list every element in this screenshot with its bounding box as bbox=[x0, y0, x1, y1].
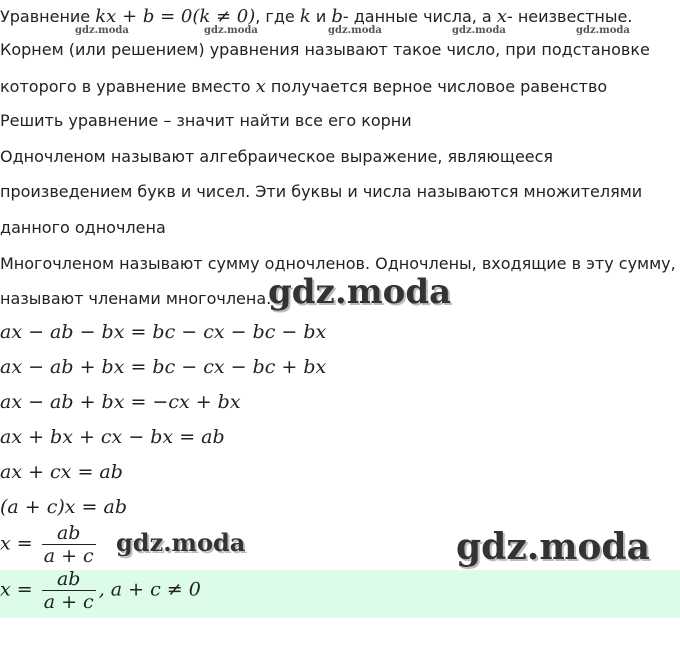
answer-condition: , a + c ≠ 0 bbox=[98, 578, 201, 601]
equation: ax + bx + cx − bx = ab bbox=[0, 426, 225, 448]
watermark-small: gdz.moda bbox=[576, 25, 630, 36]
fraction-denominator: a + c bbox=[43, 591, 94, 613]
theory-line-7: данного одночлена bbox=[0, 218, 166, 237]
text-run: Уравнение bbox=[0, 7, 96, 26]
text-run: - неизвестные. bbox=[506, 7, 633, 26]
text-run: которого в уравнение вместо bbox=[0, 77, 256, 96]
fraction-numerator: ab bbox=[56, 568, 81, 590]
equation: (a + c)x = ab bbox=[0, 496, 127, 518]
watermark-medium: gdz.moda bbox=[116, 528, 246, 557]
theory-line-8: Многочленом называют сумму одночленов. Одночлены, входящие в эту сумму, bbox=[0, 254, 676, 273]
theory-line-4: Решить уравнение – значит найти все его корни bbox=[0, 111, 412, 130]
variable-x: x bbox=[496, 6, 507, 27]
watermark-small: gdz.moda bbox=[328, 25, 382, 36]
text-run: , где bbox=[255, 7, 300, 26]
fraction-numerator: ab bbox=[56, 522, 81, 544]
equation: ax − ab + bx = bc − cx − bc + bx bbox=[0, 356, 327, 378]
text-run: и bbox=[310, 7, 332, 26]
equation-inline: kx + b = 0(k ≠ 0) bbox=[95, 6, 256, 27]
equation: ax − ab + bx = −cx + bx bbox=[0, 391, 241, 413]
fraction bbox=[42, 522, 96, 567]
theory-line-2: Корнем (или решением) уравнения называют такое число, при подстановке bbox=[0, 40, 650, 59]
equation: ax + cx = ab bbox=[0, 461, 123, 483]
fraction bbox=[42, 568, 96, 613]
watermark-small: gdz.moda bbox=[452, 25, 506, 36]
text-run: получается верное числовое равенство bbox=[265, 77, 608, 96]
theory-line-5: Одночленом называют алгебраическое выражение, являющееся bbox=[0, 147, 554, 166]
text-run: - данные числа, а bbox=[342, 7, 497, 26]
fraction-denominator: a + c bbox=[43, 545, 94, 567]
equation-lhs: x = bbox=[0, 532, 33, 555]
theory-line-9: называют членами многочлена. bbox=[0, 289, 272, 308]
solution-step-3 bbox=[0, 391, 680, 413]
equation-lhs: x = bbox=[0, 578, 33, 601]
solution-step-1 bbox=[0, 321, 680, 343]
solution-step-6 bbox=[0, 496, 680, 518]
theory-line-6: произведением букв и чисел. Эти буквы и числа называются множителями bbox=[0, 182, 643, 201]
theory-line-1 bbox=[0, 6, 680, 27]
variable-b: b bbox=[331, 6, 343, 27]
solution-step-5 bbox=[0, 461, 680, 483]
variable-k: k bbox=[299, 6, 311, 27]
watermark-small: gdz.moda bbox=[75, 25, 129, 36]
equation: ax − ab − bx = bc − cx − bc − bx bbox=[0, 321, 327, 343]
solution-step-2 bbox=[0, 356, 680, 378]
solution-step-4 bbox=[0, 426, 680, 448]
variable-x: x bbox=[255, 76, 266, 97]
answer-line bbox=[0, 568, 680, 613]
watermark-large: gdz.moda bbox=[456, 526, 650, 568]
watermark-small: gdz.moda bbox=[204, 25, 258, 36]
watermark-large: gdz.moda bbox=[268, 272, 452, 312]
theory-line-3 bbox=[0, 76, 680, 97]
